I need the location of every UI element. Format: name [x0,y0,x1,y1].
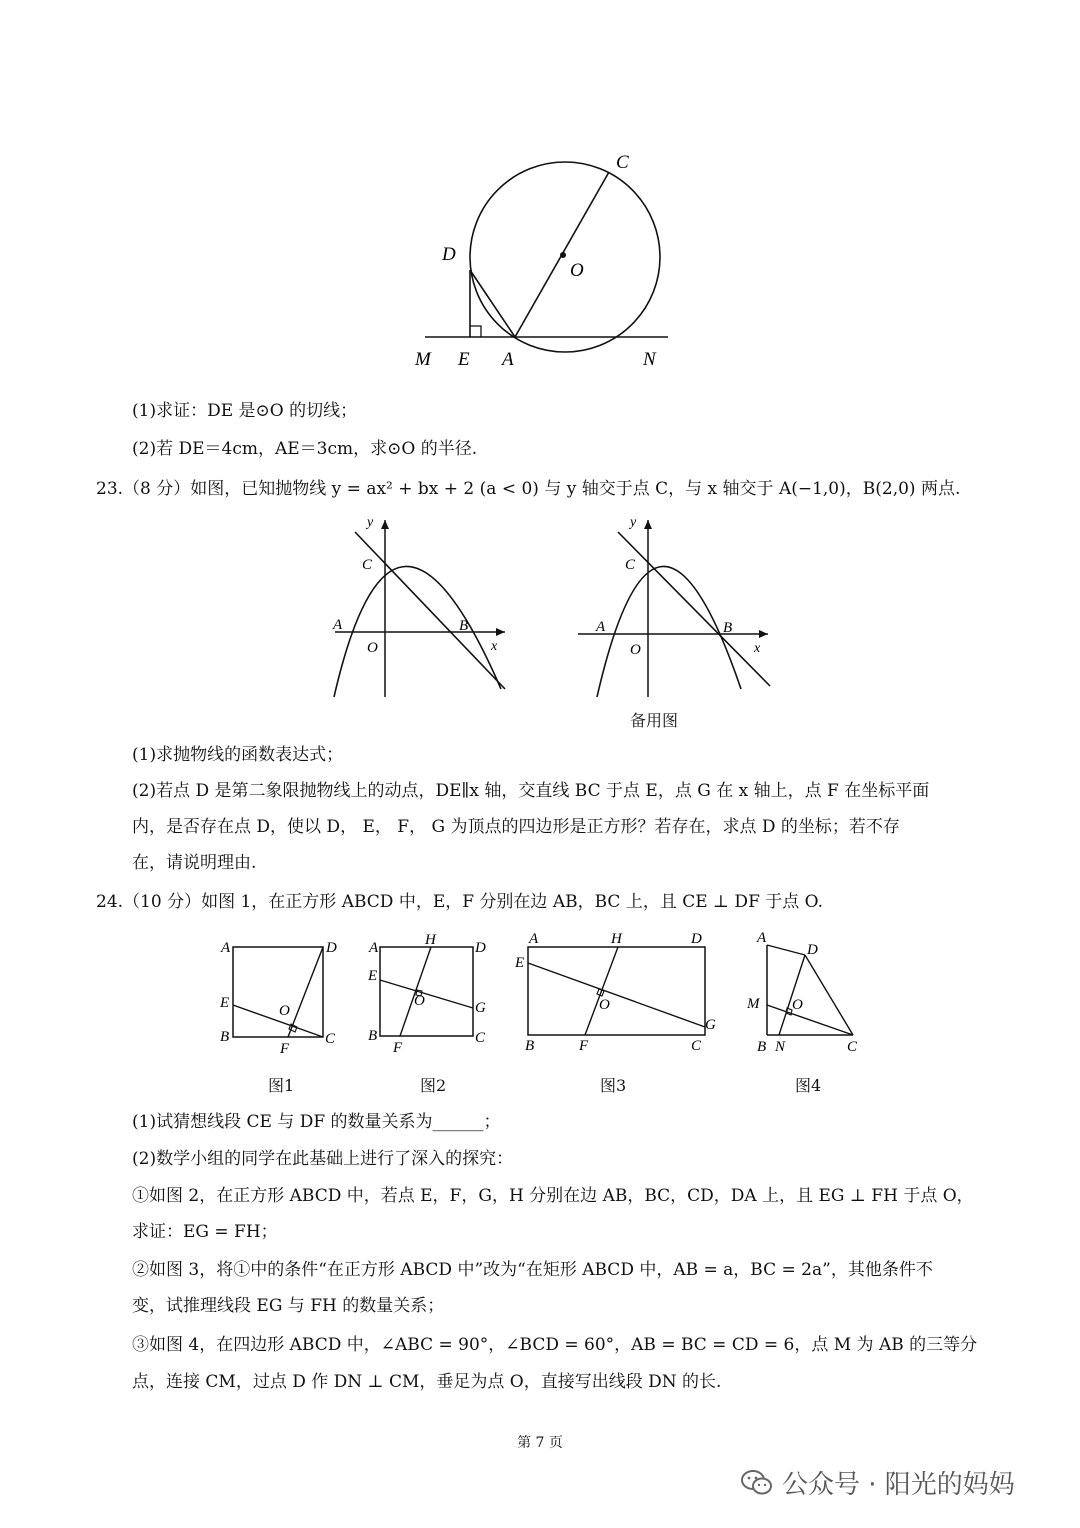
q23-part1: (1)求抛物线的函数表达式； [132,745,344,765]
figure-q24-1 [215,935,345,1060]
caption-fig1: 图1 [268,1076,295,1095]
q23-part2-line1: (2)若点 D 是第二象限抛物线上的动点，DE∥x 轴，交直线 BC 于点 E，点 G 在 x 轴上，点 F 在坐标平面 [132,781,930,801]
caption-fig3: 图3 [600,1076,627,1095]
label-O: O [279,1003,290,1019]
label-E: E [368,968,378,984]
label-C: C [325,1031,336,1047]
label-E: E [220,995,230,1011]
backup-caption: 备用图 [630,711,679,730]
figure-parabola-1 [315,512,515,702]
q24-sub3-line2: 点，连接 CM，过点 D 作 DN ⊥ CM，垂足为点 O，直接写出线段 DN 的长. [132,1372,722,1392]
q23-part2-line2: 内，是否存在点 D，使以 D， E， F， G 为顶点的四边形是正方形？若存在，求点 D 的坐标；若不存 [132,817,900,837]
label-N: N [775,1039,786,1055]
label-H: H [425,932,436,948]
caption-fig4: 图4 [795,1076,822,1095]
label-A: A [221,940,231,956]
watermark-text: 公众号 · 阳光的妈妈 [782,1470,1015,1500]
label-A: A [369,940,379,956]
label-A: A [333,617,343,633]
q24-sub2-line1: ②如图 3，将①中的条件“在正方形 ABCD 中”改为“在矩形 ABCD 中，AB = a，BC = 2a”，其他条件不 [132,1260,933,1280]
label-C: C [625,557,636,573]
label-B: B [757,1039,767,1055]
label-G: G [705,1017,716,1033]
label-B: B [723,620,733,636]
label-F: F [280,1041,290,1057]
label-C: C [362,557,373,573]
label-C: C [691,1038,702,1054]
label-O: O [570,260,584,281]
label-H: H [611,931,622,947]
label-D: D [807,942,818,958]
label-A: A [757,930,767,946]
figure-q24-4 [745,925,875,1060]
q22-part2: (2)若 DE＝4cm，AE＝3cm，求⊙O 的半径. [132,439,478,459]
figure-parabola-2 [578,512,778,702]
caption-fig2: 图2 [420,1076,447,1095]
label-E: E [458,349,470,370]
label-O: O [414,993,425,1009]
wechat-icon [740,1468,774,1498]
label-D: D [691,931,702,947]
label-B: B [368,1028,378,1044]
label-A: A [596,619,606,635]
label-O: O [792,997,803,1013]
label-D: D [326,940,337,956]
q24-part1: (1)试猜想线段 CE 与 DF 的数量关系为______； [132,1112,501,1132]
q24-sub1-line2: 求证：EG = FH； [132,1222,278,1242]
q24-sub3-line1: ③如图 4，在四边形 ABCD 中，∠ABC = 90°，∠BCD = 60°，AB = BC = CD = 6，点 M 为 AB 的三等分 [132,1335,978,1355]
q22-part1: (1)求证：DE 是⊙O 的切线； [132,401,358,421]
axis-label-y: y [630,515,637,530]
label-A: A [502,349,514,370]
q23-part2-line3: 在，请说明理由. [132,853,257,873]
axis-label-x: x [754,641,761,656]
label-O: O [630,642,641,658]
q24-part2: (2)数学小组的同学在此基础上进行了深入的探究： [132,1149,514,1169]
q24-header: 24.（10 分）如图 1，在正方形 ABCD 中，E，F 分别在边 AB，BC 上，且 CE ⊥ DF 于点 O. [96,892,824,912]
label-O: O [367,640,378,656]
q23-header: 23.（8 分）如图，已知抛物线 y = ax² + bx + 2 (a < 0) 与 y 轴交于点 C，与 x 轴交于 A(−1,0)，B(2,0) 两点. [96,479,961,499]
label-C: C [847,1039,858,1055]
label-G: G [475,1000,486,1016]
figure-q24-2 [365,930,495,1055]
label-D: D [442,244,456,265]
label-O: O [599,997,610,1013]
figure-circle-tangent [400,140,690,380]
label-M: M [747,996,760,1012]
label-D: D [475,940,486,956]
axis-label-x: x [491,639,498,654]
q24-sub2-line2: 变，试推理线段 EG 与 FH 的数量关系； [132,1296,445,1316]
watermark [740,1464,1015,1501]
label-C: C [475,1030,486,1046]
q24-sub1-line1: ①如图 2，在正方形 ABCD 中，若点 E，F，G，H 分别在边 AB，BC，CD，DA 上，且 EG ⊥ FH 于点 O， [132,1186,974,1206]
label-N: N [643,349,656,370]
label-E: E [515,955,525,971]
label-B: B [525,1038,535,1054]
page-number: 第 7 页 [517,1435,563,1451]
label-A: A [529,931,539,947]
label-C: C [616,152,629,173]
label-B: B [220,1029,230,1045]
label-B: B [459,618,469,634]
axis-label-y: y [367,515,374,530]
label-M: M [415,349,431,370]
label-F: F [579,1038,589,1054]
figure-q24-3 [515,925,725,1060]
label-F: F [393,1040,403,1055]
